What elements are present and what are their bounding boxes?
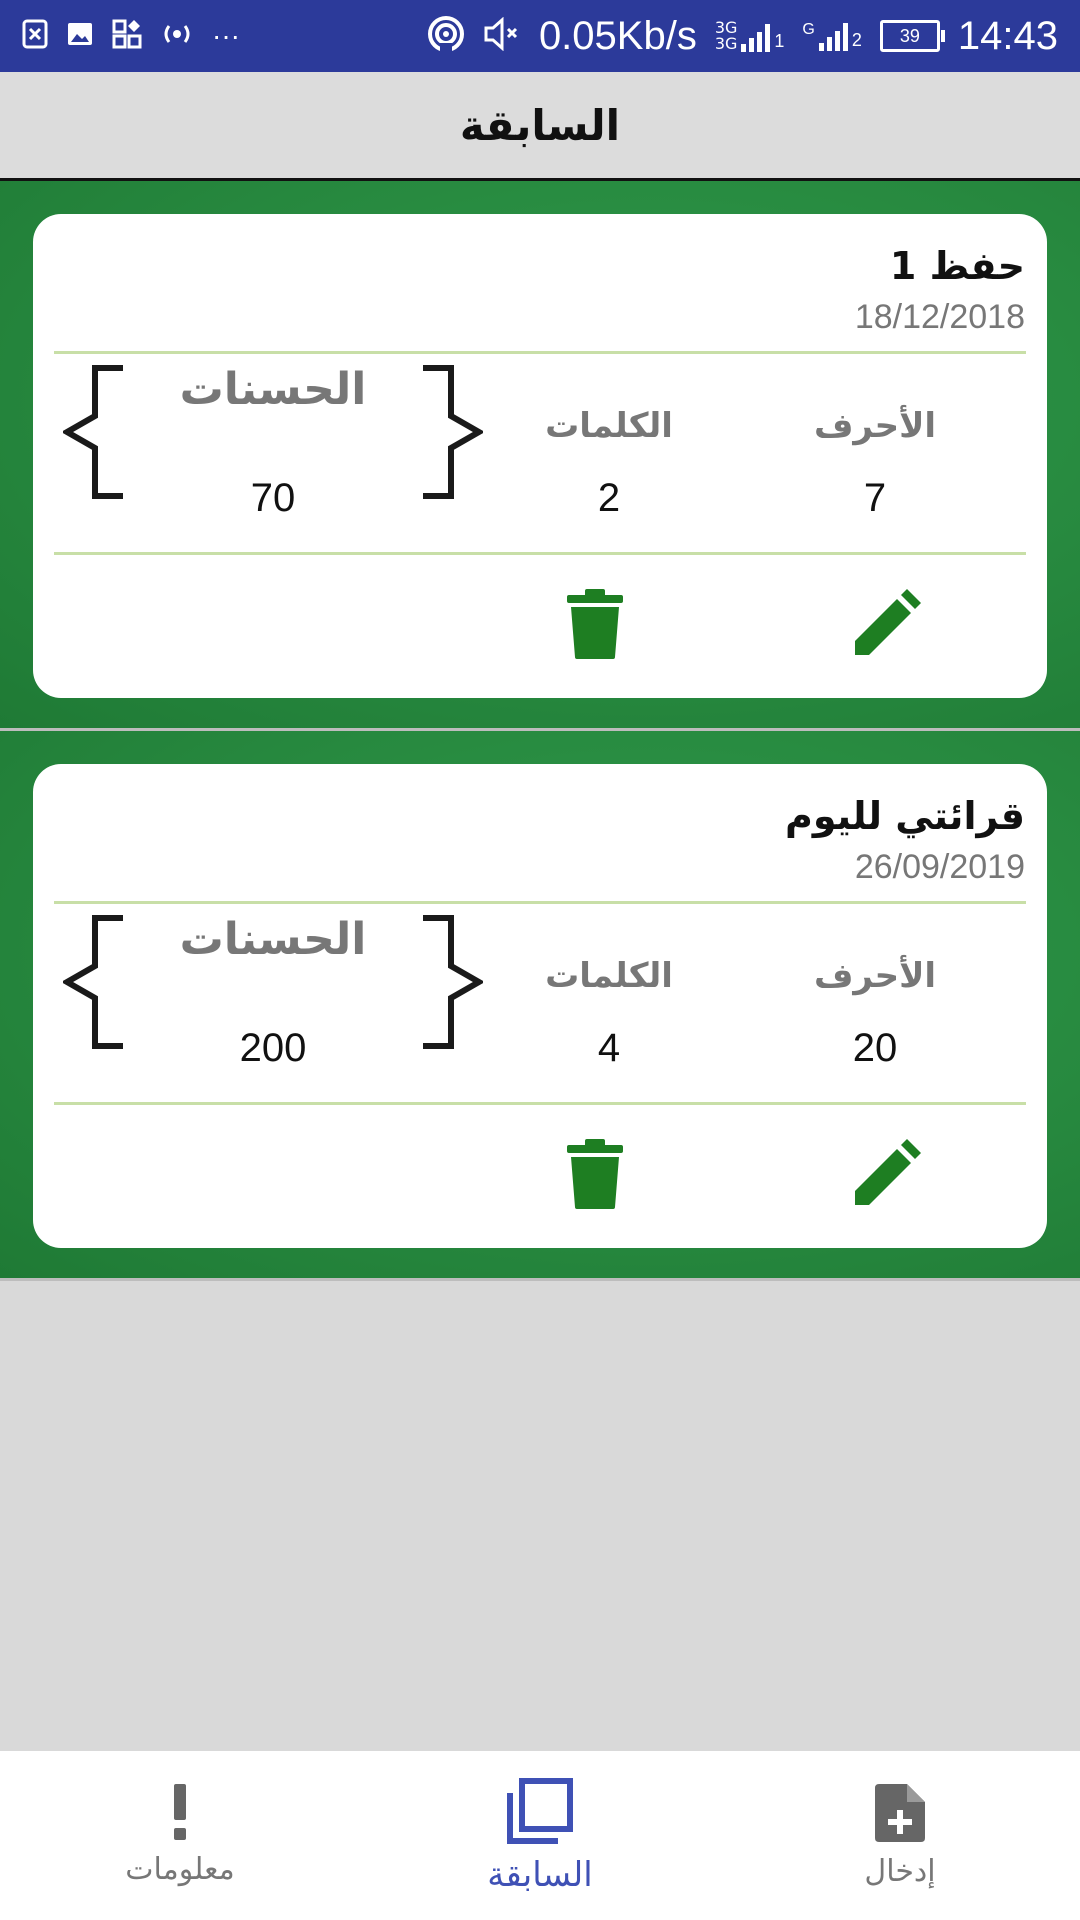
net-type-g: G bbox=[802, 21, 815, 38]
words-label: الكلمات bbox=[545, 406, 673, 446]
letters-value: 7 bbox=[863, 476, 887, 520]
sim2-label: 2 bbox=[851, 30, 862, 50]
entry-title: قرائتي لليوم bbox=[785, 794, 1025, 838]
letters-stat bbox=[775, 406, 975, 521]
status-bar bbox=[0, 0, 1080, 72]
nav-item-previous[interactable] bbox=[360, 1751, 720, 1920]
entry-card[interactable] bbox=[33, 214, 1047, 698]
nav-item-info[interactable] bbox=[0, 1751, 360, 1920]
library-icon bbox=[506, 1777, 574, 1845]
hasanat-value: 70 bbox=[250, 476, 296, 520]
battery-level: 39 bbox=[899, 25, 920, 46]
battery-icon bbox=[880, 20, 940, 52]
trash-icon bbox=[567, 589, 623, 659]
letters-value: 20 bbox=[852, 1026, 898, 1070]
app-bar bbox=[0, 72, 1080, 181]
sim1-label: 1 bbox=[774, 31, 785, 51]
entry-date: 26/09/2019 bbox=[854, 848, 1025, 886]
sim2-signal bbox=[802, 21, 861, 51]
words-label: الكلمات bbox=[545, 956, 673, 996]
net-type-label: 3G bbox=[714, 34, 738, 53]
hotspot-icon bbox=[160, 21, 194, 52]
nav-label: السابقة bbox=[487, 1854, 593, 1895]
entries-list bbox=[0, 181, 1080, 1281]
apps-icon bbox=[112, 19, 142, 54]
list-item bbox=[0, 181, 1080, 731]
wifi-calling-icon bbox=[427, 15, 465, 58]
exclamation-icon bbox=[170, 1784, 190, 1842]
signal-bars-icon bbox=[819, 21, 848, 51]
net-type-label: 3G bbox=[714, 18, 738, 37]
entry-title: حفظ 1 bbox=[889, 244, 1025, 288]
delete-button[interactable] bbox=[555, 1134, 635, 1214]
right-brace-icon bbox=[413, 914, 483, 1050]
nav-label: إدخال bbox=[864, 1854, 936, 1889]
words-value: 4 bbox=[597, 1026, 621, 1070]
letters-label: الأحرف bbox=[813, 956, 937, 996]
pencil-icon bbox=[851, 589, 921, 659]
edit-button[interactable] bbox=[846, 1134, 926, 1214]
mute-icon bbox=[483, 17, 521, 56]
words-stat bbox=[509, 406, 709, 521]
hasanat-label: الحسنات bbox=[179, 364, 367, 415]
delete-button[interactable] bbox=[555, 584, 635, 664]
page-title: السابقة bbox=[459, 100, 621, 150]
sim1-signal bbox=[715, 20, 785, 52]
nav-label: معلومات bbox=[125, 1852, 235, 1887]
image-icon bbox=[66, 20, 94, 53]
hasanat-label: الحسنات bbox=[179, 914, 367, 965]
edit-button[interactable] bbox=[846, 584, 926, 664]
divider bbox=[54, 1102, 1026, 1105]
divider bbox=[54, 351, 1026, 354]
right-brace-icon bbox=[413, 364, 483, 500]
more-indicator: ··· bbox=[212, 20, 240, 51]
words-value: 2 bbox=[597, 476, 621, 520]
letters-stat bbox=[775, 956, 975, 1071]
status-left bbox=[22, 19, 240, 54]
signal-bars-icon bbox=[741, 22, 770, 52]
pencil-icon bbox=[851, 1139, 921, 1209]
status-right bbox=[427, 14, 1058, 59]
entry-card[interactable] bbox=[33, 764, 1047, 1248]
hasanat-block bbox=[63, 364, 483, 520]
hasanat-block bbox=[63, 914, 483, 1070]
bottom-nav bbox=[0, 1751, 1080, 1920]
clock: 14:43 bbox=[957, 13, 1058, 58]
note-add-icon bbox=[873, 1782, 927, 1844]
words-stat bbox=[509, 956, 709, 1071]
nav-item-input[interactable] bbox=[720, 1751, 1080, 1920]
trash-icon bbox=[567, 1139, 623, 1209]
entry-date: 18/12/2018 bbox=[854, 298, 1025, 336]
letters-label: الأحرف bbox=[813, 406, 937, 446]
list-item bbox=[0, 731, 1080, 1281]
divider bbox=[54, 552, 1026, 555]
notification-x-icon bbox=[22, 19, 48, 54]
net-speed: 0.05Kb/s bbox=[538, 13, 697, 58]
hasanat-value: 200 bbox=[239, 1026, 307, 1070]
divider bbox=[54, 901, 1026, 904]
